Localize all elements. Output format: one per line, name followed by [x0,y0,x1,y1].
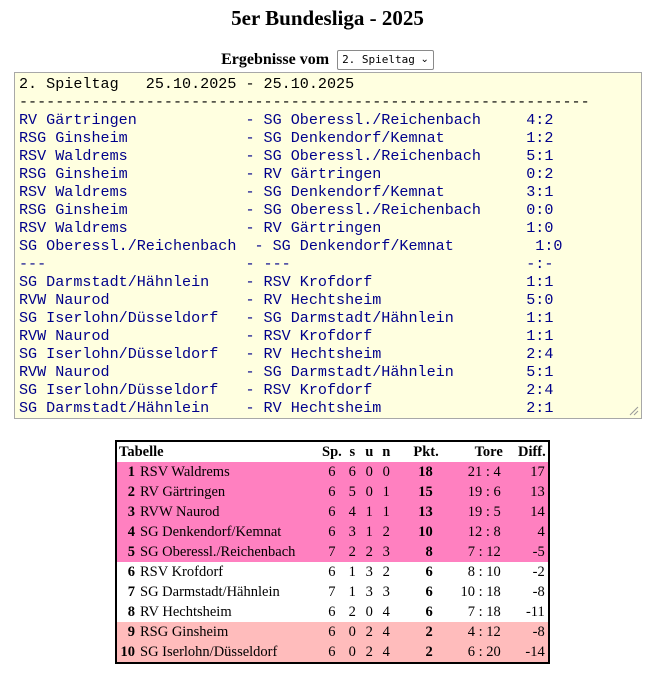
team-name: SG Iserlohn/Düsseldorf [138,642,320,662]
wins: 4 [344,502,361,522]
losses: 2 [378,522,395,542]
result-line: RVW Naurod - RV Hechtsheim 5:0 [19,291,554,309]
standings-row [117,482,548,502]
header-team: Tabelle [117,442,320,462]
goal-difference: 4 [505,522,548,542]
games-played: 6 [320,522,344,542]
result-line: RSV Waldrems - SG Oberessl./Reichenbach 5:1 [19,147,554,165]
losses: 4 [378,602,395,622]
goals: 10 : 18 [441,582,505,602]
standings-header-row [117,442,548,462]
team-rank: 9 [117,622,138,642]
page-title: 5er Bundesliga - 2025 [231,6,424,30]
goals: 6 : 20 [441,642,505,662]
resize-handle-icon[interactable] [627,404,639,416]
points: 8 [395,542,441,562]
result-line: --- - --- -:- [19,255,554,273]
header-s: s [344,442,361,462]
standings-table [115,440,550,664]
goals: 21 : 4 [441,462,505,482]
draws: 2 [361,542,378,562]
goals: 8 : 10 [441,562,505,582]
matchday-select[interactable] [337,50,434,70]
games-played: 7 [320,542,344,562]
team-rank: 3 [117,502,138,522]
draws: 1 [361,502,378,522]
goal-difference: -11 [505,602,548,622]
team-rank: 6 [117,562,138,582]
draws: 1 [361,522,378,542]
team-rank: 7 [117,582,138,602]
goal-difference: -8 [505,622,548,642]
standings-row [117,542,548,562]
draws: 3 [361,562,378,582]
goals: 19 : 5 [441,502,505,522]
team-rank: 1 [117,462,138,482]
standings-row [117,502,548,522]
games-played: 7 [320,582,344,602]
goal-difference: -14 [505,642,548,662]
draws: 0 [361,482,378,502]
losses: 2 [378,562,395,582]
team-name: RV Hechtsheim [138,602,320,622]
result-line: SG Darmstadt/Hähnlein - RSV Krofdorf 1:1 [19,273,554,291]
losses: 0 [378,462,395,482]
result-line: RSG Ginsheim - SG Oberessl./Reichenbach 0:0 [19,201,554,219]
goal-difference: -5 [505,542,548,562]
goal-difference: 17 [505,462,548,482]
goal-difference: -8 [505,582,548,602]
goals: 4 : 12 [441,622,505,642]
standings-row [117,582,548,602]
standings-row [117,602,548,622]
games-played: 6 [320,502,344,522]
standings-row [117,622,548,642]
games-played: 6 [320,482,344,502]
results-textarea[interactable] [14,72,642,419]
standings-row [117,642,548,662]
result-line: RSG Ginsheim - SG Denkendorf/Kemnat 1:2 [19,129,554,147]
wins: 0 [344,642,361,662]
points: 10 [395,522,441,542]
losses: 3 [378,542,395,562]
games-played: 6 [320,622,344,642]
result-line: SG Darmstadt/Hähnlein - RV Hechtsheim 2:1 [19,399,554,417]
team-rank: 8 [117,602,138,622]
results-lines [19,75,641,417]
points: 18 [395,462,441,482]
team-rank: 4 [117,522,138,542]
header-diff: Diff. [505,442,548,462]
result-line: RSV Waldrems - SG Denkendorf/Kemnat 3:1 [19,183,554,201]
draws: 0 [361,462,378,482]
goal-difference: -2 [505,562,548,582]
losses: 1 [378,482,395,502]
matchday-selector-row [0,50,655,70]
losses: 4 [378,642,395,662]
games-played: 6 [320,462,344,482]
goals: 19 : 6 [441,482,505,502]
results-separator-line: --------------------------------------------------------------- [19,93,590,111]
team-name: RSG Ginsheim [138,622,320,642]
header-pkt: Pkt. [395,442,441,462]
wins: 1 [344,582,361,602]
wins: 2 [344,602,361,622]
results-header-line: 2. Spieltag 25.10.2025 - 25.10.2025 [19,75,355,93]
matchday-selector-label: Ergebnisse vom [221,51,330,68]
header-tore: Tore [441,442,505,462]
result-line: SG Oberessl./Reichenbach - SG Denkendorf/Kemnat 1:0 [19,237,563,255]
draws: 0 [361,602,378,622]
team-name: RV Gärtringen [138,482,320,502]
goals: 12 : 8 [441,522,505,542]
wins: 6 [344,462,361,482]
draws: 2 [361,622,378,642]
standings-row [117,562,548,582]
standings-row [117,462,548,482]
goals: 7 : 12 [441,542,505,562]
team-name: RVW Naurod [138,502,320,522]
team-name: SG Denkendorf/Kemnat [138,522,320,542]
points: 6 [395,562,441,582]
header-n: n [378,442,395,462]
points: 6 [395,602,441,622]
points: 13 [395,502,441,522]
header-u: u [361,442,378,462]
result-line: RVW Naurod - RSV Krofdorf 1:1 [19,327,554,345]
goal-difference: 13 [505,482,548,502]
losses: 1 [378,502,395,522]
wins: 3 [344,522,361,542]
result-line: SG Iserlohn/Düsseldorf - RSV Krofdorf 2:4 [19,381,554,399]
games-played: 6 [320,562,344,582]
header-sp: Sp. [322,444,342,460]
games-played: 6 [320,642,344,662]
team-rank: 10 [117,642,138,662]
wins: 0 [344,622,361,642]
team-rank: 2 [117,482,138,502]
points: 15 [395,482,441,502]
goals: 7 : 18 [441,602,505,622]
wins: 1 [344,562,361,582]
team-name: SG Darmstadt/Hähnlein [138,582,320,602]
games-played: 6 [320,602,344,622]
matchday-select-value: 2. Spieltag [342,53,415,67]
chevron-down-icon: ⌄ [420,54,429,66]
wins: 2 [344,542,361,562]
team-name: RSV Krofdorf [138,562,320,582]
result-line: RSG Ginsheim - RV Gärtringen 0:2 [19,165,554,183]
team-rank: 5 [117,542,138,562]
result-line: SG Iserlohn/Düsseldorf - RV Hechtsheim 2:4 [19,345,554,363]
draws: 3 [361,582,378,602]
result-line: RV Gärtringen - SG Oberessl./Reichenbach 4:2 [19,111,554,129]
points: 2 [395,622,441,642]
wins: 5 [344,482,361,502]
team-name: RSV Waldrems [138,462,320,482]
goal-difference: 14 [505,502,548,522]
result-line: RSV Waldrems - RV Gärtringen 1:0 [19,219,554,237]
losses: 3 [378,582,395,602]
result-line: SG Iserlohn/Düsseldorf - SG Darmstadt/Hähnlein 1:1 [19,309,554,327]
points: 6 [395,582,441,602]
draws: 2 [361,642,378,662]
losses: 4 [378,622,395,642]
standings-row [117,522,548,542]
result-line: RVW Naurod - SG Darmstadt/Hähnlein 5:1 [19,363,554,381]
team-name: SG Oberessl./Reichenbach [138,542,320,562]
points: 2 [395,642,441,662]
